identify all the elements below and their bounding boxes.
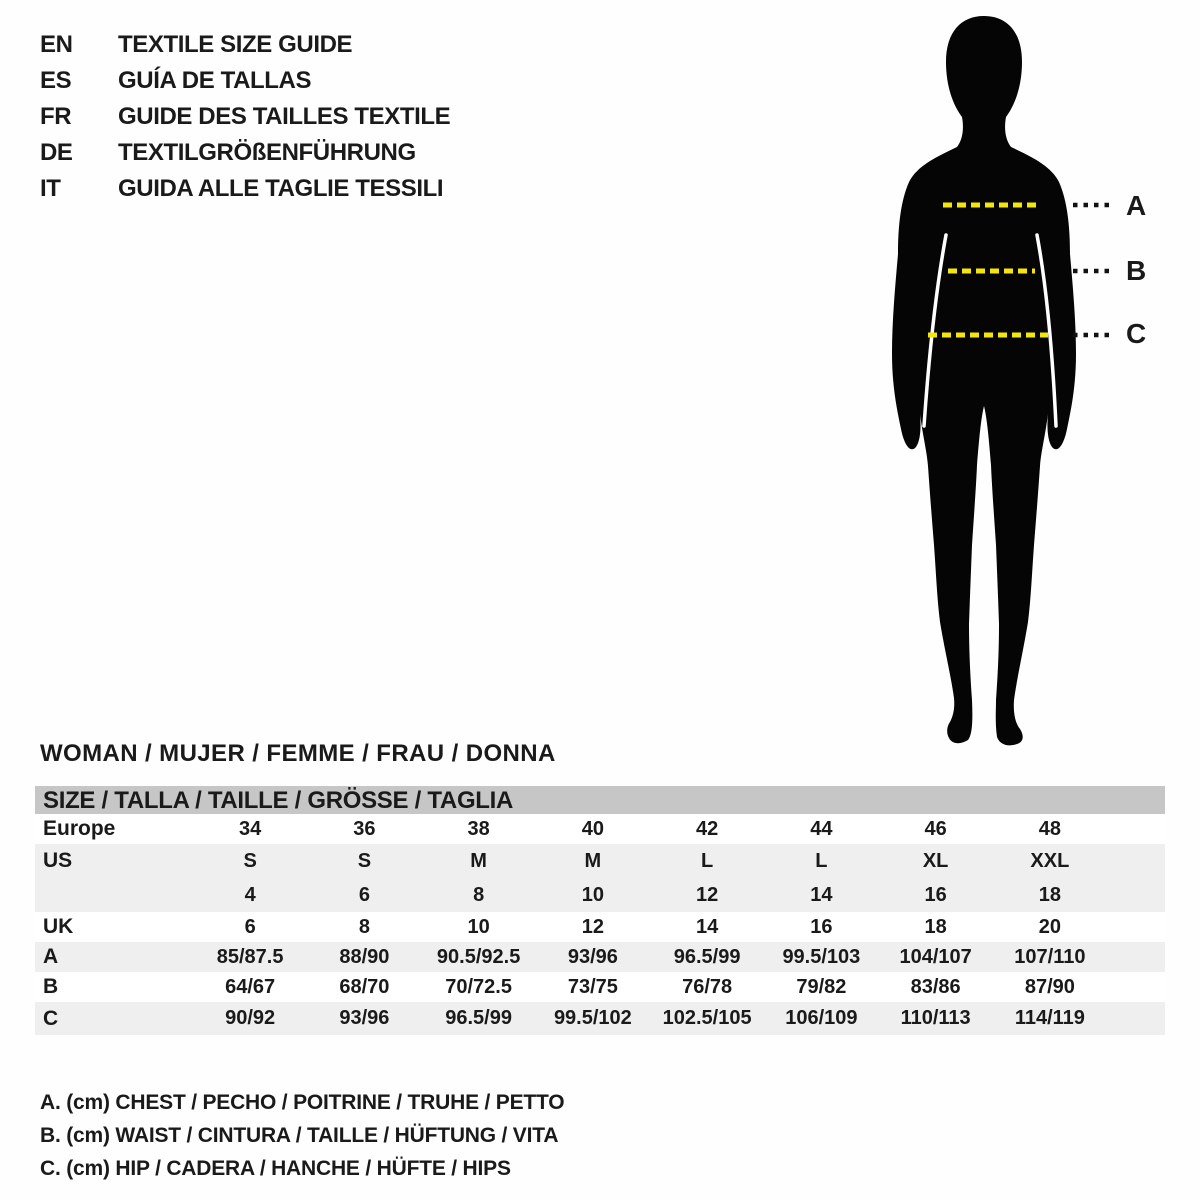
table-cell: 87/90 (1024, 976, 1075, 998)
table-cell-spacer (1107, 878, 1165, 912)
table-cell: 70/72.5 (445, 976, 512, 998)
table-cell: 93/96 (567, 946, 618, 968)
table-cell: M (584, 850, 602, 872)
table-cell: 110/113 (900, 1007, 971, 1029)
table-subrow-us-numbers (35, 878, 1165, 912)
language-title: TEXTILE SIZE GUIDE (118, 31, 353, 58)
table-cell: 10 (467, 916, 490, 938)
language-list (40, 27, 450, 207)
measure-label-b: B (1126, 255, 1147, 286)
table-cell: 14 (696, 916, 719, 938)
table-cell: S (357, 850, 372, 872)
legend-line-chest: A. (cm) CHEST / PECHO / POITRINE / TRUHE / PETTO (40, 1091, 565, 1114)
language-code: IT (40, 175, 61, 202)
language-row-es (40, 63, 450, 99)
row-label: Europe (43, 817, 116, 840)
row-label: UK (43, 915, 74, 938)
language-title: GUIDA ALLE TAGLIE TESSILI (118, 175, 444, 202)
section-title: WOMAN / MUJER / FEMME / FRAU / DONNA (40, 740, 556, 767)
row-label: US (43, 849, 73, 872)
table-cell: S (243, 850, 257, 872)
table-cell-spacer (1107, 1002, 1165, 1035)
table-cell: 44 (810, 818, 833, 840)
table-cell: 83/86 (910, 976, 961, 998)
table-cell: 10 (581, 884, 604, 906)
table-cell: 48 (1038, 818, 1061, 840)
table-cell-spacer (1107, 844, 1165, 878)
language-row-en (40, 27, 450, 63)
language-row-it (40, 171, 450, 207)
table-cell: 20 (1038, 916, 1061, 938)
table-cell: 64/67 (225, 976, 276, 998)
table-cell: 18 (924, 916, 947, 938)
row-label: B (43, 975, 59, 998)
table-cell-spacer (1107, 972, 1165, 1002)
table-cell: 114/119 (1014, 1007, 1085, 1029)
row-label: C (43, 1007, 59, 1030)
table-cell: 79/82 (796, 976, 847, 998)
woman-silhouette (892, 16, 1076, 745)
language-title: GUIDE DES TAILLES TEXTILE (118, 103, 451, 130)
table-cell: 8 (473, 884, 485, 906)
table-cell: 38 (467, 818, 490, 840)
table-cell: 12 (581, 916, 604, 938)
size-table-header: SIZE / TALLA / TAILLE / GRÖSSE / TAGLIA (35, 786, 1165, 814)
table-cell: 40 (581, 818, 604, 840)
table-cell: 68/70 (339, 976, 390, 998)
table-cell: XL (922, 850, 949, 872)
table-cell: XXL (1030, 850, 1070, 872)
table-row-chest (35, 942, 1165, 972)
table-cell: M (470, 850, 487, 872)
table-cell: 18 (1038, 884, 1061, 906)
row-label: A (43, 945, 59, 968)
table-cell: 73/75 (567, 976, 618, 998)
table-row-us (35, 844, 1165, 912)
language-row-fr (40, 99, 450, 135)
measure-label-a: A (1126, 190, 1147, 221)
language-title: GUÍA DE TALLAS (118, 67, 312, 94)
woman-silhouette-figure (860, 10, 1160, 750)
table-cell: 107/110 (1014, 946, 1086, 968)
table-cell: 90/92 (225, 1007, 276, 1029)
measure-label-c: C (1126, 318, 1147, 349)
table-cell: 6 (358, 884, 370, 906)
table-cell: 90.5/92.5 (436, 946, 521, 968)
table-cell-spacer (1107, 814, 1165, 844)
table-cell: 96.5/99 (445, 1007, 512, 1029)
table-cell: 102.5/105 (662, 1007, 752, 1029)
table-cell: 6 (244, 916, 256, 938)
table-cell-spacer (1107, 912, 1165, 942)
legend-line-hip: C. (cm) HIP / CADERA / HANCHE / HÜFTE / HIPS (40, 1157, 511, 1180)
table-cell: 99.5/103 (782, 946, 861, 968)
row-label (35, 878, 193, 912)
table-cell: 36 (353, 818, 376, 840)
size-table (35, 786, 1165, 1035)
table-cell: L (701, 850, 714, 872)
language-code: ES (40, 67, 72, 94)
table-cell: 16 (924, 884, 947, 906)
language-row-de (40, 135, 450, 171)
legend-line-waist: B. (cm) WAIST / CINTURA / TAILLE / HÜFTUNG / VITA (40, 1124, 559, 1147)
table-cell: 88/90 (339, 946, 390, 968)
table-cell: 76/78 (682, 976, 733, 998)
language-code: EN (40, 31, 73, 58)
table-row-uk (35, 912, 1165, 942)
table-cell: 4 (244, 884, 256, 906)
language-title: TEXTILGRÖßENFÜHRUNG (118, 139, 416, 166)
table-cell: 34 (239, 818, 262, 840)
table-cell: 96.5/99 (673, 946, 741, 968)
measure-legend (40, 1086, 564, 1185)
table-cell: 14 (810, 884, 833, 906)
table-cell: 99.5/102 (553, 1007, 632, 1029)
table-cell: L (815, 850, 828, 872)
table-cell: 104/107 (899, 946, 972, 968)
table-row-europe (35, 814, 1165, 844)
table-cell: 93/96 (339, 1007, 390, 1029)
table-cell: 85/87.5 (216, 946, 284, 968)
table-row-waist (35, 972, 1165, 1002)
table-cell: 8 (358, 916, 370, 938)
table-cell: 16 (810, 916, 833, 938)
language-code: DE (40, 139, 73, 166)
table-cell: 12 (696, 884, 719, 906)
table-cell: 46 (924, 818, 947, 840)
table-cell: 42 (696, 818, 719, 840)
table-subrow-us-letters (35, 844, 1165, 878)
language-code: FR (40, 103, 72, 130)
table-cell: 106/109 (785, 1007, 858, 1029)
table-cell-spacer (1107, 942, 1165, 972)
table-row-hip (35, 1002, 1165, 1035)
